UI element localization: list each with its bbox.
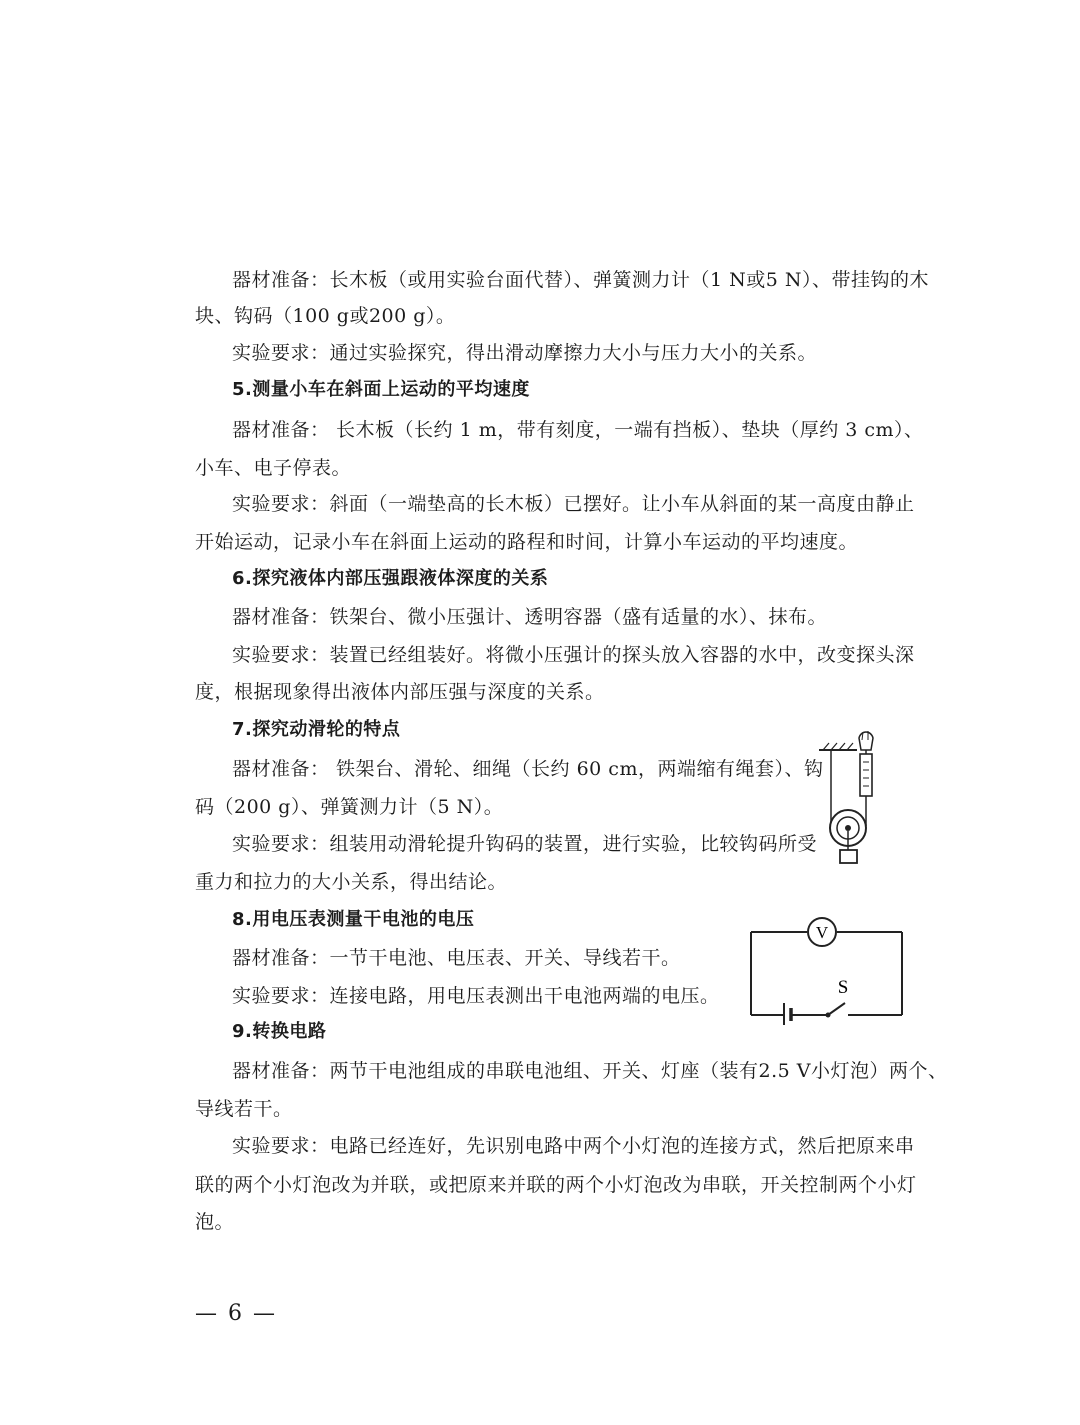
text-line: 导线若干。 <box>195 1098 293 1120</box>
text-line: 度，根据现象得出液体内部压强与深度的关系。 <box>195 681 605 703</box>
text-line: 实验要求：通过实验探究，得出滑动摩擦力大小与压力大小的关系。 <box>232 342 818 364</box>
voltmeter-label: V <box>815 923 829 942</box>
text-line: 码（200 g）、弹簧测力计（5 N）。 <box>195 796 504 818</box>
switch-label: S <box>837 977 849 998</box>
text-line: 器材准备：两节干电池组成的串联电池组、开关、灯座（装有2.5 V小灯泡）两个、 <box>232 1060 948 1082</box>
text-line: 块、钩码（100 g或200 g）。 <box>195 305 456 327</box>
text-line: 器材准备：铁架台、微小压强计、透明容器（盛有适量的水）、抹布。 <box>232 606 828 628</box>
text-line: 器材准备：一节干电池、电压表、开关、导线若干。 <box>232 947 681 969</box>
text-line: 器材准备： 铁架台、滑轮、细绳（长约 60 cm，两端缩有绳套）、钩 <box>232 758 824 780</box>
text-line: 实验要求：电路已经连好，先识别电路中两个小灯泡的连接方式，然后把原来串 <box>232 1135 915 1157</box>
text-line: 实验要求：装置已经组装好。将微小压强计的探头放入容器的水中，改变探头深 <box>232 644 915 666</box>
text-line: 泡。 <box>195 1211 235 1233</box>
pulley-figure <box>815 728 885 868</box>
text-line: 器材准备： 长木板（长约 1 m，带有刻度，一端有挡板）、垫块（厚约 3 cm）、 <box>232 419 924 441</box>
section-heading: 5.测量小车在斜面上运动的平均速度 <box>232 379 530 400</box>
text-line: 器材准备：长木板（或用实验台面代替）、弹簧测力计（1 N或5 N）、带挂钩的木 <box>232 269 930 291</box>
text-line: 重力和拉力的大小关系，得出结论。 <box>195 871 508 893</box>
text-line: 联的两个小灯泡改为并联，或把原来并联的两个小灯泡改为串联，开关控制两个小灯 <box>195 1174 917 1196</box>
text-line: 开始运动，记录小车在斜面上运动的路程和时间，计算小车运动的平均速度。 <box>195 531 859 553</box>
section-heading: 7.探究动滑轮的特点 <box>232 719 401 740</box>
text-line: 实验要求：连接电路，用电压表测出干电池两端的电压。 <box>232 985 720 1007</box>
text-line: 实验要求：组装用动滑轮提升钩码的装置，进行实验，比较钩码所受 <box>232 833 818 855</box>
text-line: 实验要求：斜面（一端垫高的长木板）已摆好。让小车从斜面的某一高度由静止 <box>232 493 915 515</box>
section-heading: 6.探究液体内部压强跟液体深度的关系 <box>232 568 549 589</box>
section-heading: 9.转换电路 <box>232 1021 327 1042</box>
section-heading: 8.用电压表测量干电池的电压 <box>232 909 475 930</box>
text-line: 小车、电子停表。 <box>195 457 352 479</box>
page-number: — 6 — <box>195 1301 277 1326</box>
circuit-diagram <box>747 915 907 1025</box>
